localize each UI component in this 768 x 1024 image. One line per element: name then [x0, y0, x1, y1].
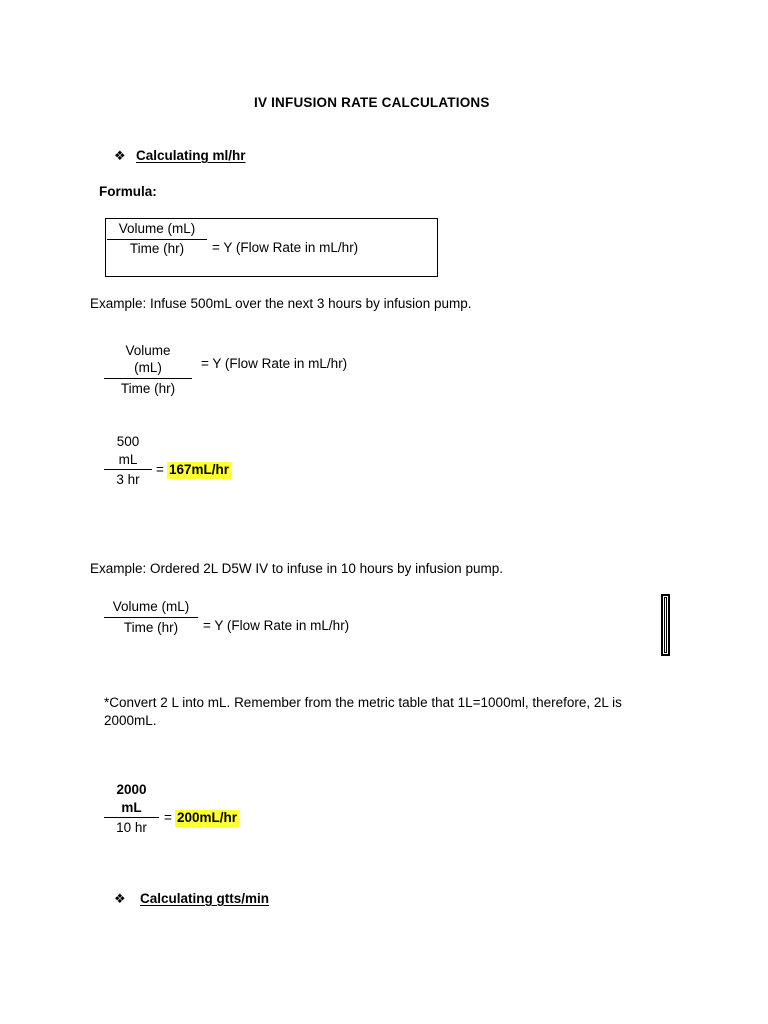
formula-numerator: Volume (mL)	[118, 221, 196, 236]
example-1-fraction-bar	[104, 378, 192, 379]
example-1-numerator-line1: Volume	[125, 343, 171, 358]
example-1-result: = Y (Flow Rate in mL/hr)	[201, 356, 348, 371]
page-title: IV INFUSION RATE CALCULATIONS	[254, 95, 490, 110]
section-heading-ml-per-hr: Calculating ml/hr	[136, 148, 246, 163]
example-2-numerator: Volume (mL)	[112, 599, 190, 614]
formula-denominator: Time (hr)	[129, 241, 185, 256]
example-1-calc-numerator-line1: 500	[116, 434, 140, 449]
example-2-denominator: Time (hr)	[123, 620, 179, 635]
formula-result: = Y (Flow Rate in mL/hr)	[212, 240, 359, 255]
example-1-numerator-line2: (mL)	[134, 360, 162, 375]
example-1-calc-fraction-bar	[104, 469, 152, 470]
formula-label: Formula:	[99, 184, 157, 199]
example-1-text: Example: Infuse 500mL over the next 3 hours by infusion pump.	[90, 296, 472, 311]
example-2-calc-numerator-line1: 2000	[116, 782, 147, 797]
diamond-bullet-icon: ❖	[114, 148, 126, 163]
example-2-note: *Convert 2 L into mL. Remember from the metric table that 1L=1000ml, therefore, 2L is 2000mL.	[104, 695, 622, 728]
example-2-fraction-bar	[104, 617, 198, 618]
example-2-calc-fraction-bar	[104, 817, 159, 818]
example-2-calc-denominator: 10 hr	[116, 820, 147, 835]
example-2-calc-equals: =	[164, 810, 172, 825]
formula-fraction-bar	[107, 239, 207, 240]
example-2-calc-numerator-line2: mL	[121, 800, 142, 815]
example-2-text: Example: Ordered 2L D5W IV to infuse in 10 hours by infusion pump.	[90, 561, 503, 576]
example-2-answer: 200mL/hr	[177, 810, 238, 825]
example-1-calc-denominator: 3 hr	[116, 472, 140, 487]
example-1-denominator: Time (hr)	[120, 381, 176, 396]
text-cursor-icon	[661, 594, 670, 656]
diamond-bullet-icon: ❖	[114, 891, 126, 906]
example-2-result: = Y (Flow Rate in mL/hr)	[203, 618, 350, 633]
example-1-answer: 167mL/hr	[169, 462, 230, 477]
example-1-calc-equals: =	[156, 462, 164, 477]
section-heading-gtts-per-min: Calculating gtts/min	[140, 891, 270, 906]
example-1-calc-numerator-line2: mL	[118, 452, 138, 467]
